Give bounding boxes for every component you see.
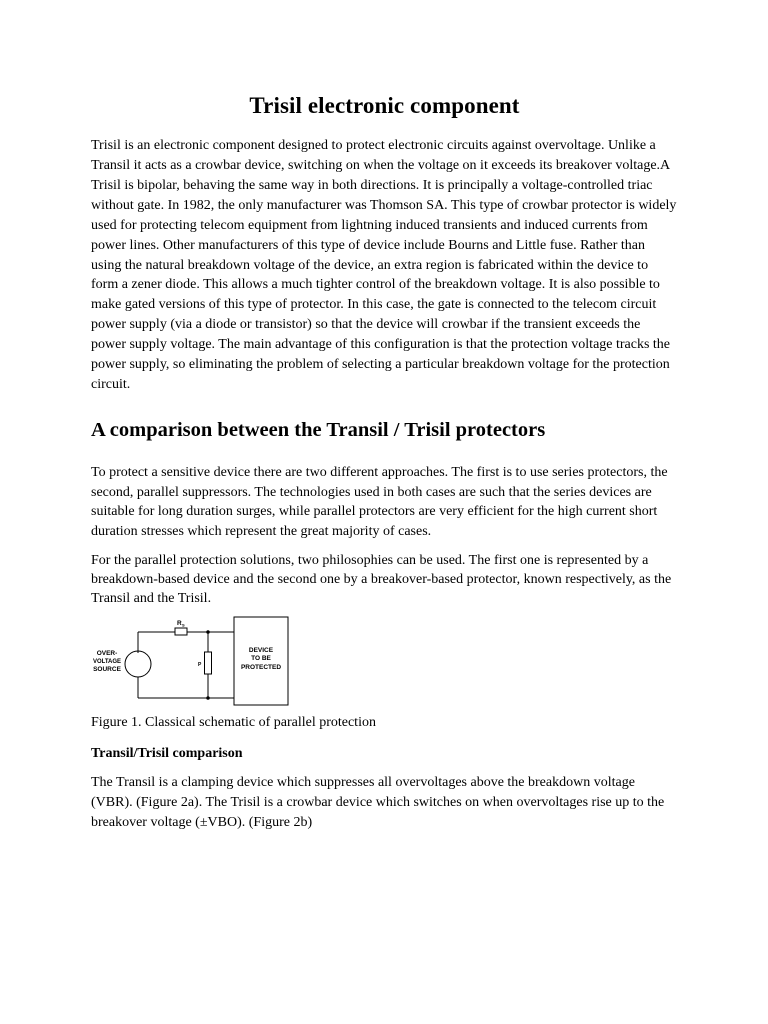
junction-bottom [207,697,209,699]
subheading: Transil/Trisil comparison [91,745,243,761]
comparison-paragraph-1: To protect a sensitive device there are two different approaches. The first is to use series protectors, the second, parallel suppressors. The technologies used in both cases are such that the series devices are suitable for long duration surges, while parallel protectors are very efficient for the high current short duration stresses which represent the great majority of cases. [91,464,668,540]
schematic-svg [91,616,321,708]
label-device-line3: PROTECTED [240,663,282,671]
label-device-line1: DEVICE [248,646,274,654]
section-heading: A comparison between the Transil / Trisil protectors [91,418,546,441]
protector-p [205,652,212,674]
label-rs-sub: S [182,622,185,628]
intro-paragraph: Trisil is an electronic component designed to protect electronic circuits against overvoltage. Unlike a Transil it acts as a crowbar device, switching on when the voltage on it exceeds its breakover voltage.A Trisil is bipolar, behaving the same way in both directions. It is principally a voltage-controlled triac without gate. In 1982, the only manufacturer was Thomson SA. This type of crowbar protector is widely used for protecting telecom equipment from lightning induced transients and induced currents from power lines. Other manufacturers of this type of device include Bourns and Little fuse. Rather than using the natural breakdown voltage of the device, an extra region is fabricated within the device to form a zener diode. This allows a much tighter control of the breakdown voltage. It is also possible to make gated versions of this type of protector. In this case, the gate is connected to the telecom circuit power supply (via a diode or transistor) so that the device will crowbar if the transient exceeds the power supply voltage. The main advantage of this configuration is that the protection voltage tracks the power supply, so eliminating the problem of selecting a particular breakdown voltage for the protection circuit. [91,138,677,393]
comparison-paragraph-2: For the parallel protection solutions, two philosophies can be used. The first one is represented by a breakdown-based device and the second one by a breakover-based protector, known respectively, as the Transil and the Trisil. [91,552,672,606]
figure-caption: Figure 1. Classical schematic of parallel protection [91,714,376,730]
label-rs: R [177,619,182,627]
transil-trisil-paragraph: The Transil is a clamping device which suppresses all overvoltages above the breakdown voltage (VBR). (Figure 2a). The Trisil is a crowbar device which switches on when overvoltages rise up to the breakover voltage (±VBO). (Figure 2b) [91,774,665,830]
label-p: P [198,661,202,668]
label-source-line1: OVER- [96,649,118,657]
voltage-source-symbol [125,651,151,677]
resistor-rs [175,628,187,635]
label-device-line2: TO BE [251,654,271,662]
parallel-protection-schematic [91,616,321,708]
page-title: Trisil electronic component [249,93,520,118]
label-source-line2: VOLTAGE [92,658,122,665]
label-source-line3: SOURCE [93,665,121,673]
junction-top [207,631,209,633]
